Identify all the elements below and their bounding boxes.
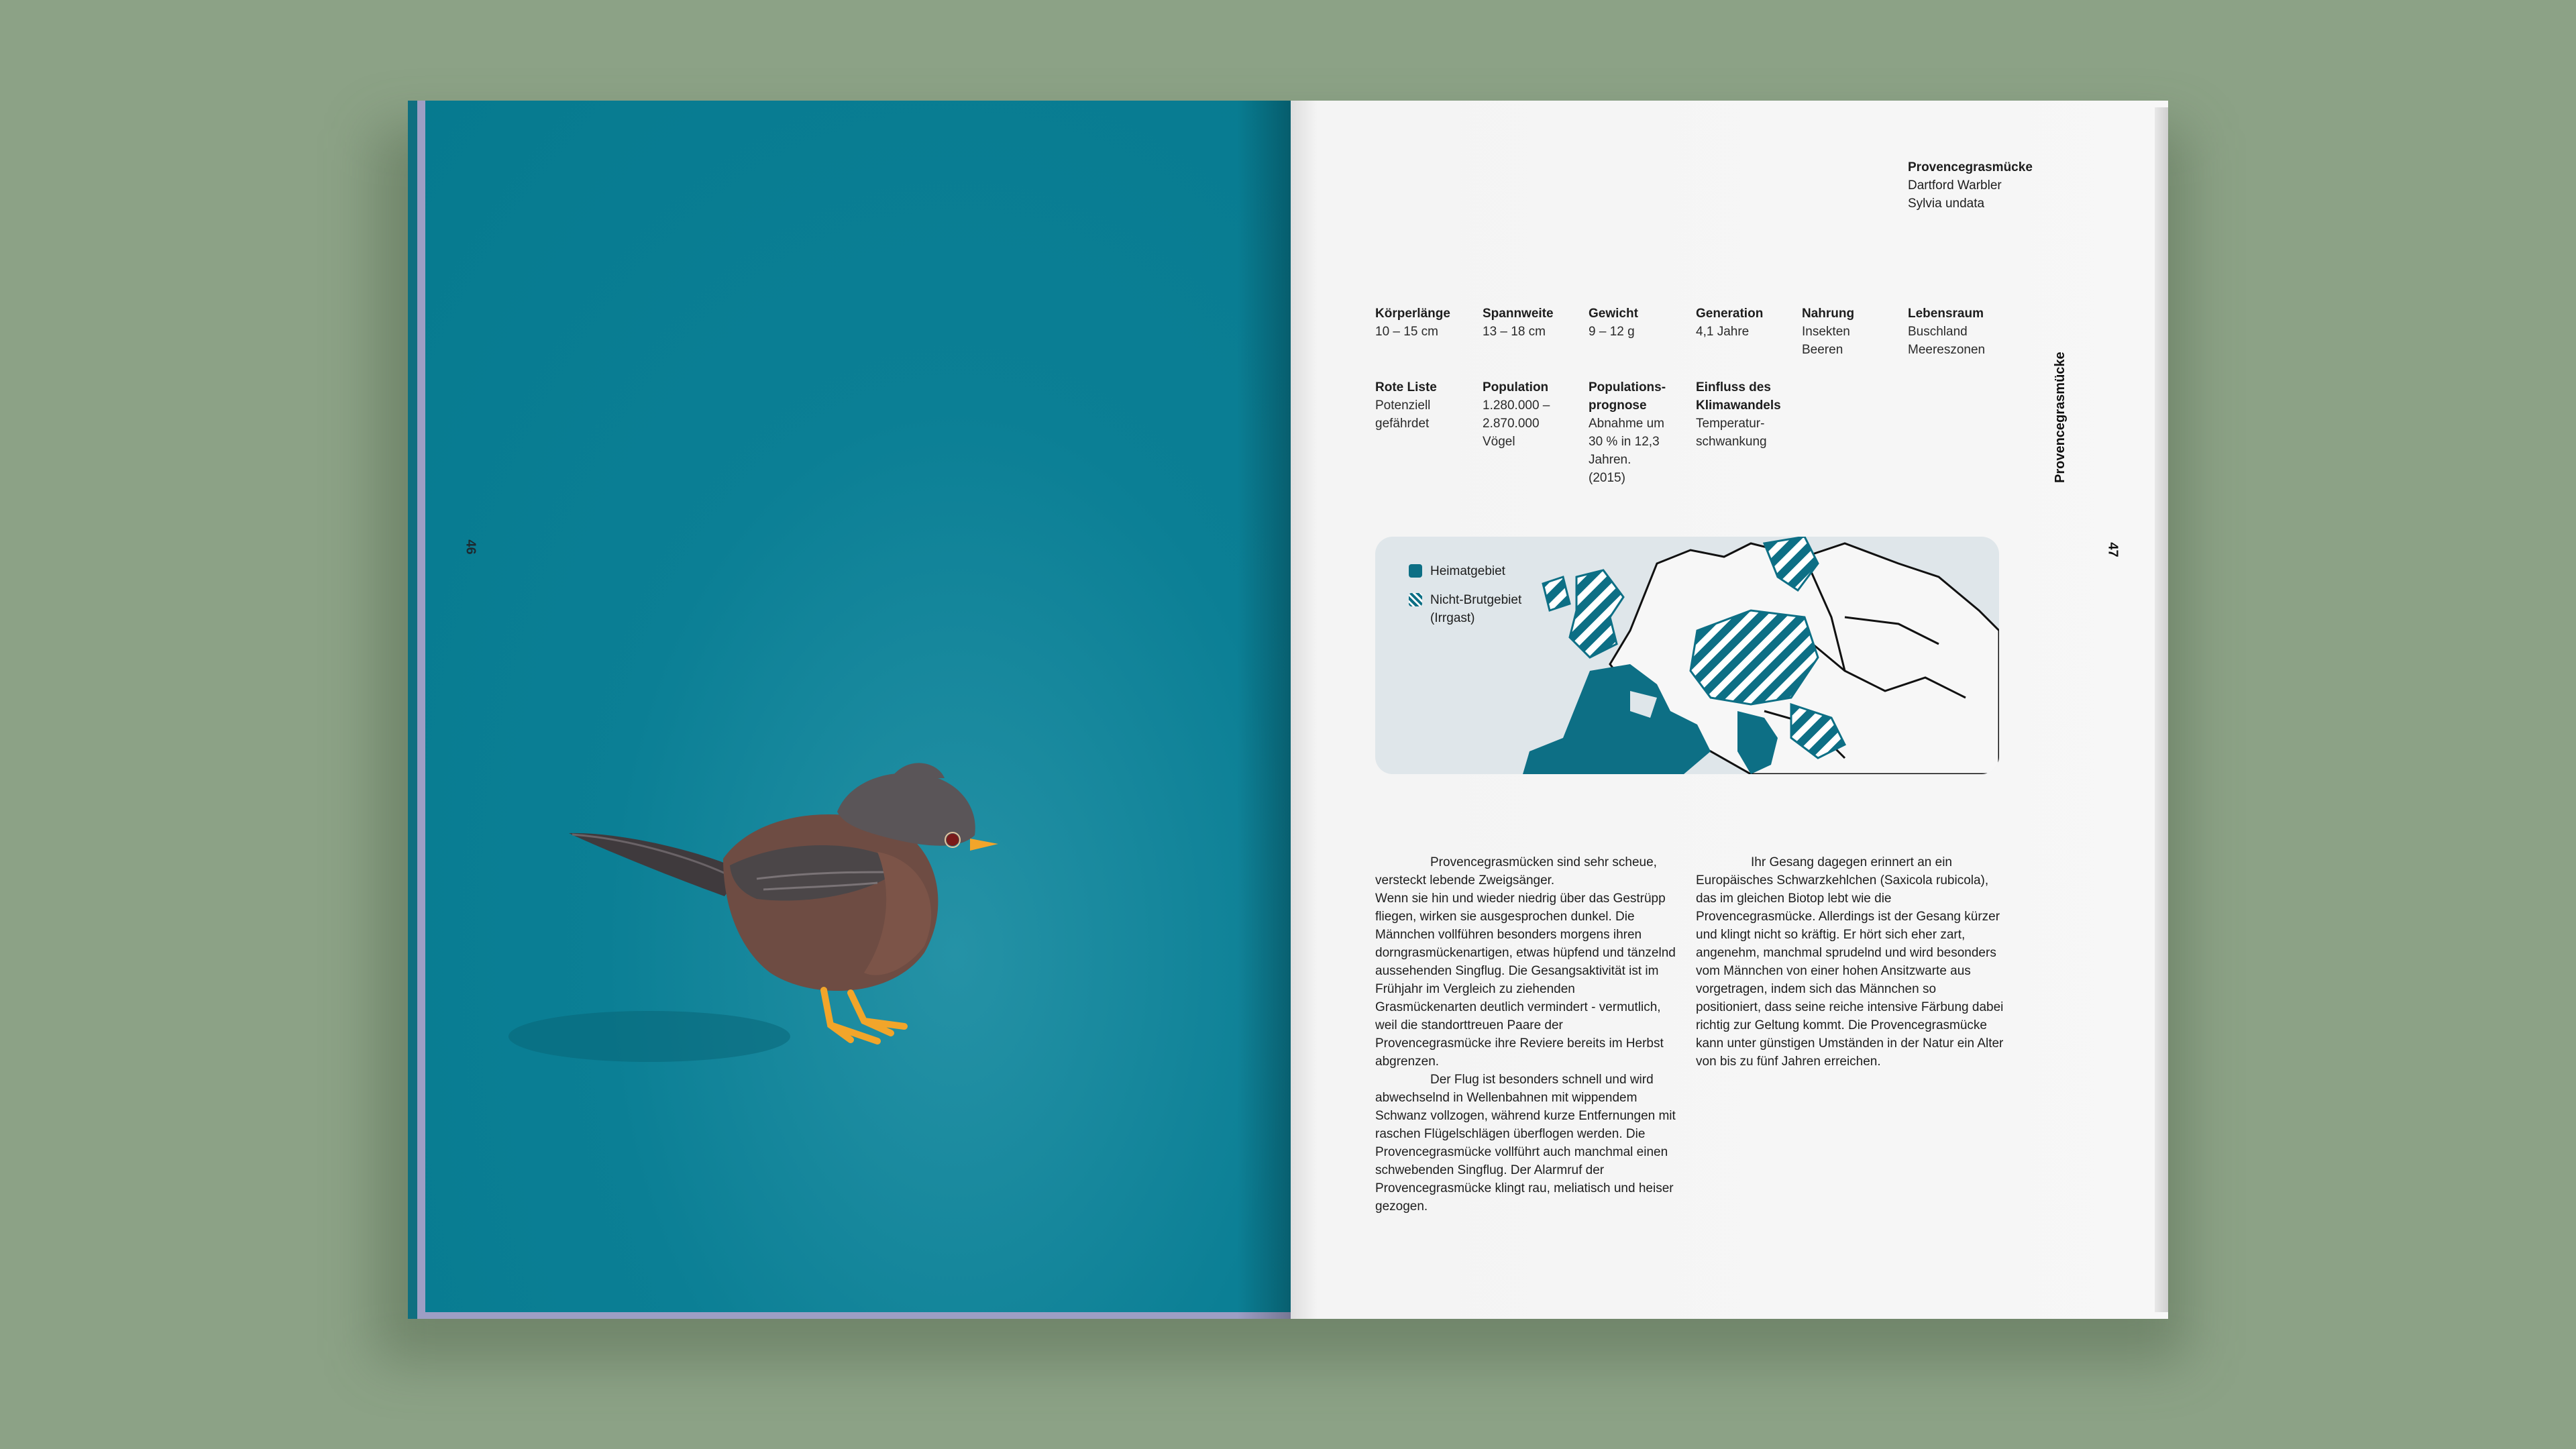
legend-item-nicht-brutgebiet — [1409, 591, 1521, 627]
fact-value: Potenziell gefährdet — [1375, 398, 1431, 431]
fact-spannweite — [1483, 305, 1590, 341]
fact-population — [1483, 378, 1590, 451]
fact-value: 10 – 15 cm — [1375, 325, 1438, 339]
dartford-warbler-illustration — [408, 101, 1291, 1319]
fact-koerperlaenge — [1375, 305, 1483, 341]
species-name-en: Dartford Warbler — [1908, 178, 2002, 193]
body-column-2 — [1696, 853, 2004, 1071]
page-stack-edge-right — [2155, 107, 2168, 1312]
fact-value: Insekten Beeren — [1802, 325, 1850, 357]
legend-label: Nicht-Brutgebiet (Irrgast) — [1430, 593, 1522, 625]
fact-label: Spannweite — [1483, 307, 1554, 321]
left-page — [408, 101, 1291, 1319]
fact-value: Abnahme um 30 % in 12,3 Jahren. (2015) — [1589, 417, 1665, 485]
map-legend — [1409, 562, 1521, 638]
fact-generation — [1696, 305, 1803, 341]
fact-label: Gewicht — [1589, 307, 1638, 321]
page-number-left: 46 — [463, 539, 478, 555]
species-name-latin: Sylvia undata — [1908, 197, 1985, 211]
legend-item-heimatgebiet — [1409, 562, 1521, 580]
body-column-1 — [1375, 853, 1677, 1216]
vertical-running-title: Provencegrasmücke — [2053, 352, 2068, 483]
species-header — [1908, 158, 2033, 213]
fact-label: Populations- prognose — [1589, 380, 1666, 413]
fact-value: 9 – 12 g — [1589, 325, 1635, 339]
page-number-right: 47 — [2105, 542, 2121, 557]
fact-value: Buschland Meereszonen — [1908, 325, 1986, 357]
paragraph: Ihr Gesang dagegen erinnert an ein Europäisches Schwarzkehlchen (Saxicola rubicola), das im gleichen Biotop lebt wie die Provencegrasmücke. Allerdings ist der Gesang kürzer und klingt nicht so kräftig. Er hört sich eher zart, angenehm, manchmal sprudelnd und wird besonders vom Männchen von einer hohen Ansitzwarte aus vorgetragen, indem sich das Männchen so positioniert, dass seine reiche intensive Färbung dabei richtig zur Geltung kommt. Die Provencegrasmücke kann unter günstigen Umständen in der Natur ein Alter von bis zu fünf Jahren erreichen. — [1696, 855, 2004, 1069]
fact-label: Nahrung — [1802, 307, 1855, 321]
open-book — [408, 101, 2168, 1319]
fact-value: 4,1 Jahre — [1696, 325, 1750, 339]
fact-label: Population — [1483, 380, 1549, 394]
fact-label: Einfluss des Klimawandels — [1696, 380, 1781, 413]
fact-klimawandel — [1696, 378, 1803, 451]
fact-value: 13 – 18 cm — [1483, 325, 1546, 339]
fact-lebensraum — [1908, 305, 2015, 359]
legend-solid-swatch — [1409, 564, 1422, 578]
fact-rote-liste — [1375, 378, 1483, 433]
distribution-map — [1375, 537, 1999, 774]
fact-populationsprognose — [1589, 378, 1696, 487]
legend-hatched-swatch — [1409, 593, 1422, 606]
fact-value: 1.280.000 – 2.870.000 Vögel — [1483, 398, 1550, 449]
fact-label: Rote Liste — [1375, 380, 1437, 394]
fact-label: Generation — [1696, 307, 1764, 321]
fact-gewicht — [1589, 305, 1696, 341]
paragraph: Provencegrasmücken sind sehr scheue, versteckt lebende Zweigsänger. — [1375, 855, 1657, 888]
fact-nahrung — [1802, 305, 1909, 359]
fact-label: Körperlänge — [1375, 307, 1450, 321]
paragraph: Der Flug ist besonders schnell und wird abwechselnd in Wellenbahnen mit wippendem Schwanz vollzogen, während kurze Entfernungen mit raschen Flügelschlägen überflogen werden. Die Provencegrasmücke vollführt auch manchmal einen schwebenden Singflug. Der Alarmruf der Provencegrasmücke klingt rau, meliatisch und heiser gezogen. — [1375, 1073, 1676, 1214]
species-name-de: Provencegrasmücke — [1908, 160, 2033, 174]
paragraph: Wenn sie hin und wieder niedrig über das Gestrüpp fliegen, wirken sie ausgesprochen dunkel. Die Männchen vollführen besonders morgens ihren dorngrasmückenartigen, etwas hüpfend und tänzelnd aussehenden Singflug. Die Gesangsaktivität ist im Frühjahr im Vergleich zu ziehenden Grasmückenarten deutlich vermindert - vermutlich, weil die standorttreuen Paare der Provencegrasmücke ihre Reviere bereits im Herbst abgrenzen. — [1375, 892, 1676, 1069]
fact-value: Temperatur- schwankung — [1696, 417, 1767, 449]
legend-label: Heimatgebiet — [1430, 564, 1505, 578]
fact-label: Lebensraum — [1908, 307, 1984, 321]
